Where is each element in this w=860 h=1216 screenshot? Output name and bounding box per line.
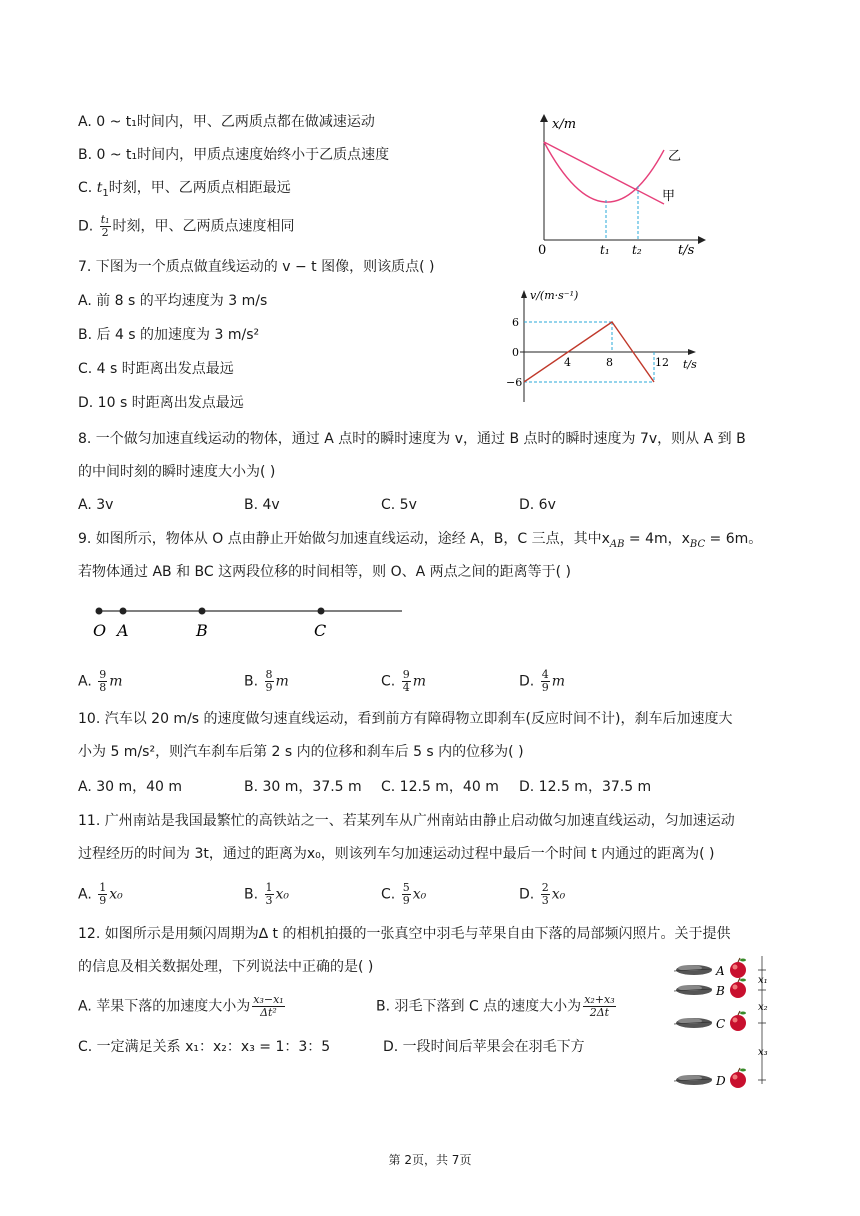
q7-option-c: C. 4 s 时距离出发点最远 bbox=[78, 361, 234, 377]
q9-label-a: A bbox=[117, 621, 129, 640]
q11-option-c: C. $\frac{5}{9}$ x₀ bbox=[381, 881, 427, 907]
q6-option-d: D. $\frac{\text{t₁}}{2}$ 时刻，甲、乙两质点速度相同 bbox=[78, 213, 295, 239]
q8-stem-line1: 8. 一个做匀加速直线运动的物体，通过 A 点时的瞬时速度为 v，通过 B 点时的瞬时速度为 7v，则从 A 到 B bbox=[78, 431, 746, 447]
q8-option-a: A. 3v bbox=[78, 497, 114, 513]
q9-option-c: C. $\frac{9}{4}$ m bbox=[381, 668, 426, 694]
feather-b-icon bbox=[674, 985, 712, 995]
q7-ylabel: v/(m·s⁻¹) bbox=[530, 289, 579, 302]
q7-option-d: D. 10 s 时距离出发点最远 bbox=[78, 395, 244, 411]
q6-yi-label: 乙 bbox=[668, 149, 682, 164]
q6-t1-label: t₁ bbox=[600, 243, 610, 256]
q7-tick-8: 8 bbox=[606, 356, 613, 369]
q7-tick-4: 4 bbox=[564, 356, 571, 369]
q10-option-c: C. 12.5 m，40 m bbox=[381, 779, 499, 795]
q9-option-b: B. $\frac{8}{9}$ m bbox=[244, 668, 289, 694]
q11-stem-line2: 过程经历的时间为 3t，通过的距离为x₀，则该列车匀加速运动过程中最后一个时间 t 内通过的距离为( ) bbox=[78, 846, 715, 862]
q10-option-a: A. 30 m，40 m bbox=[78, 779, 183, 795]
q12-option-a: A. 苹果下落的加速度大小为 $\frac{\text{x₃−x₁}}{\text{Δt²}}$ bbox=[78, 993, 284, 1019]
q6-xlabel: t/s bbox=[678, 243, 695, 256]
apple-c-icon bbox=[730, 1011, 746, 1031]
q12-option-b: B. 羽毛下落到 C 点的速度大小为 $\frac{\text{x₂+x₃}}{2\Delta t}$ bbox=[376, 993, 615, 1019]
page-footer: 第 2页，共 7页 bbox=[388, 1153, 472, 1167]
q10-option-d: D. 12.5 m，37.5 m bbox=[519, 779, 652, 795]
q7-option-b: B. 后 4 s 的加速度为 3 m/s² bbox=[78, 327, 260, 343]
q7-tick-0: 0 bbox=[512, 346, 519, 359]
q10-option-b: B. 30 m，37.5 m bbox=[244, 779, 362, 795]
q11-option-d: D. $\frac{2}{3}$ x₀ bbox=[519, 881, 566, 907]
q9-points-diagram bbox=[86, 600, 406, 644]
q7-tick-12: 12 bbox=[655, 356, 669, 369]
q9-option-a: A. $\frac{9}{8}$ m bbox=[78, 668, 123, 694]
photo-x1: x₁ bbox=[758, 975, 768, 986]
q8-option-c: C. 5v bbox=[381, 497, 417, 513]
q12-option-c: C. 一定满足关系 x₁：x₂：x₃ = 1：3：5 bbox=[78, 1039, 331, 1055]
q7-option-a: A. 前 8 s 的平均速度为 3 m/s bbox=[78, 293, 268, 309]
feather-a-icon bbox=[674, 965, 712, 975]
apple-d-icon bbox=[730, 1068, 746, 1088]
q6-jia-label: 甲 bbox=[662, 189, 676, 204]
q9-stem-line1: 9. 如图所示，物体从 O 点由静止开始做匀加速直线运动，途经 A，B，C 三点，其中$x_{AB} = 4m$，$x_{BC} = 6m$。 bbox=[78, 531, 763, 550]
photo-x3: x₃ bbox=[758, 1047, 768, 1058]
q6-option-c: C. $t_1$时刻，甲、乙两质点相距最远 bbox=[78, 180, 291, 199]
q12-option-d: D. 一段时间后苹果会在羽毛下方 bbox=[383, 1039, 585, 1055]
q11-option-b: B. $\frac{1}{3}$ x₀ bbox=[244, 881, 290, 907]
q7-stem: 7. 下图为一个质点做直线运动的 v − t 图像，则该质点( ) bbox=[78, 259, 435, 275]
q12-stem-line2: 的信息及相关数据处理，下列说法中正确的是( ) bbox=[78, 959, 374, 975]
q8-stem-line2: 的中间时刻的瞬时速度大小为( ) bbox=[78, 464, 276, 480]
apple-b-icon bbox=[730, 978, 746, 998]
q9-label-o: O bbox=[93, 621, 107, 640]
q6-option-b: B. 0 ~ t₁时间内，甲质点速度始终小于乙质点速度 bbox=[78, 147, 390, 163]
q8-option-b: B. 4v bbox=[244, 497, 280, 513]
photo-label-b: B bbox=[716, 984, 725, 998]
q11-stem-line1: 11. 广州南站是我国最繁忙的高铁站之一、若某列车从广州南站由静止启动做匀加速直线运动，匀加速运动 bbox=[78, 813, 735, 829]
q6-ylabel: x/m bbox=[552, 117, 577, 132]
q8-option-d: D. 6v bbox=[519, 497, 556, 513]
q7-tick-neg6: −6 bbox=[506, 376, 523, 389]
q7-xlabel: t/s bbox=[683, 358, 697, 371]
q7-vt-graph bbox=[500, 286, 705, 406]
q6-xt-graph bbox=[528, 108, 708, 256]
photo-label-a: A bbox=[716, 964, 725, 978]
q12-strobe-photo bbox=[668, 952, 778, 1094]
photo-label-c: C bbox=[716, 1017, 726, 1031]
photo-x2: x₂ bbox=[758, 1002, 768, 1013]
feather-c-icon bbox=[674, 1018, 712, 1028]
q9-option-d: D. $\frac{4}{9}$ m bbox=[519, 668, 565, 694]
feather-d-icon bbox=[674, 1075, 712, 1085]
q9-label-b: B bbox=[196, 621, 208, 640]
q9-stem-line2: 若物体通过 AB 和 BC 这两段位移的时间相等，则 O、A 两点之间的距离等于( ) bbox=[78, 564, 571, 580]
q7-tick-6: 6 bbox=[512, 316, 519, 329]
q6-t2-label: t₂ bbox=[632, 243, 642, 256]
q10-stem-line2: 小为 5 m/s²，则汽车刹车后第 2 s 内的位移和刹车后 5 s 内的位移为( ) bbox=[78, 744, 524, 760]
q6-origin: 0 bbox=[538, 243, 547, 256]
q10-stem-line1: 10. 汽车以 20 m/s 的速度做匀速直线运动，看到前方有障碍物立即刹车(反应时间不计)，刹车后加速度大 bbox=[78, 711, 733, 727]
q12-stem-line1: 12. 如图所示是用频闪周期为∆ t 的相机拍摄的一张真空中羽毛与苹果自由下落的局部频闪照片。关于提供 bbox=[78, 926, 731, 942]
q9-label-c: C bbox=[314, 621, 327, 640]
q6-line-jia bbox=[544, 142, 664, 204]
q6-option-a: A. 0 ~ t₁时间内，甲、乙两质点都在做减速运动 bbox=[78, 114, 375, 130]
photo-label-d: D bbox=[716, 1074, 726, 1088]
apple-a-icon bbox=[730, 958, 746, 978]
q11-option-a: A. $\frac{1}{9}$ x₀ bbox=[78, 881, 123, 907]
